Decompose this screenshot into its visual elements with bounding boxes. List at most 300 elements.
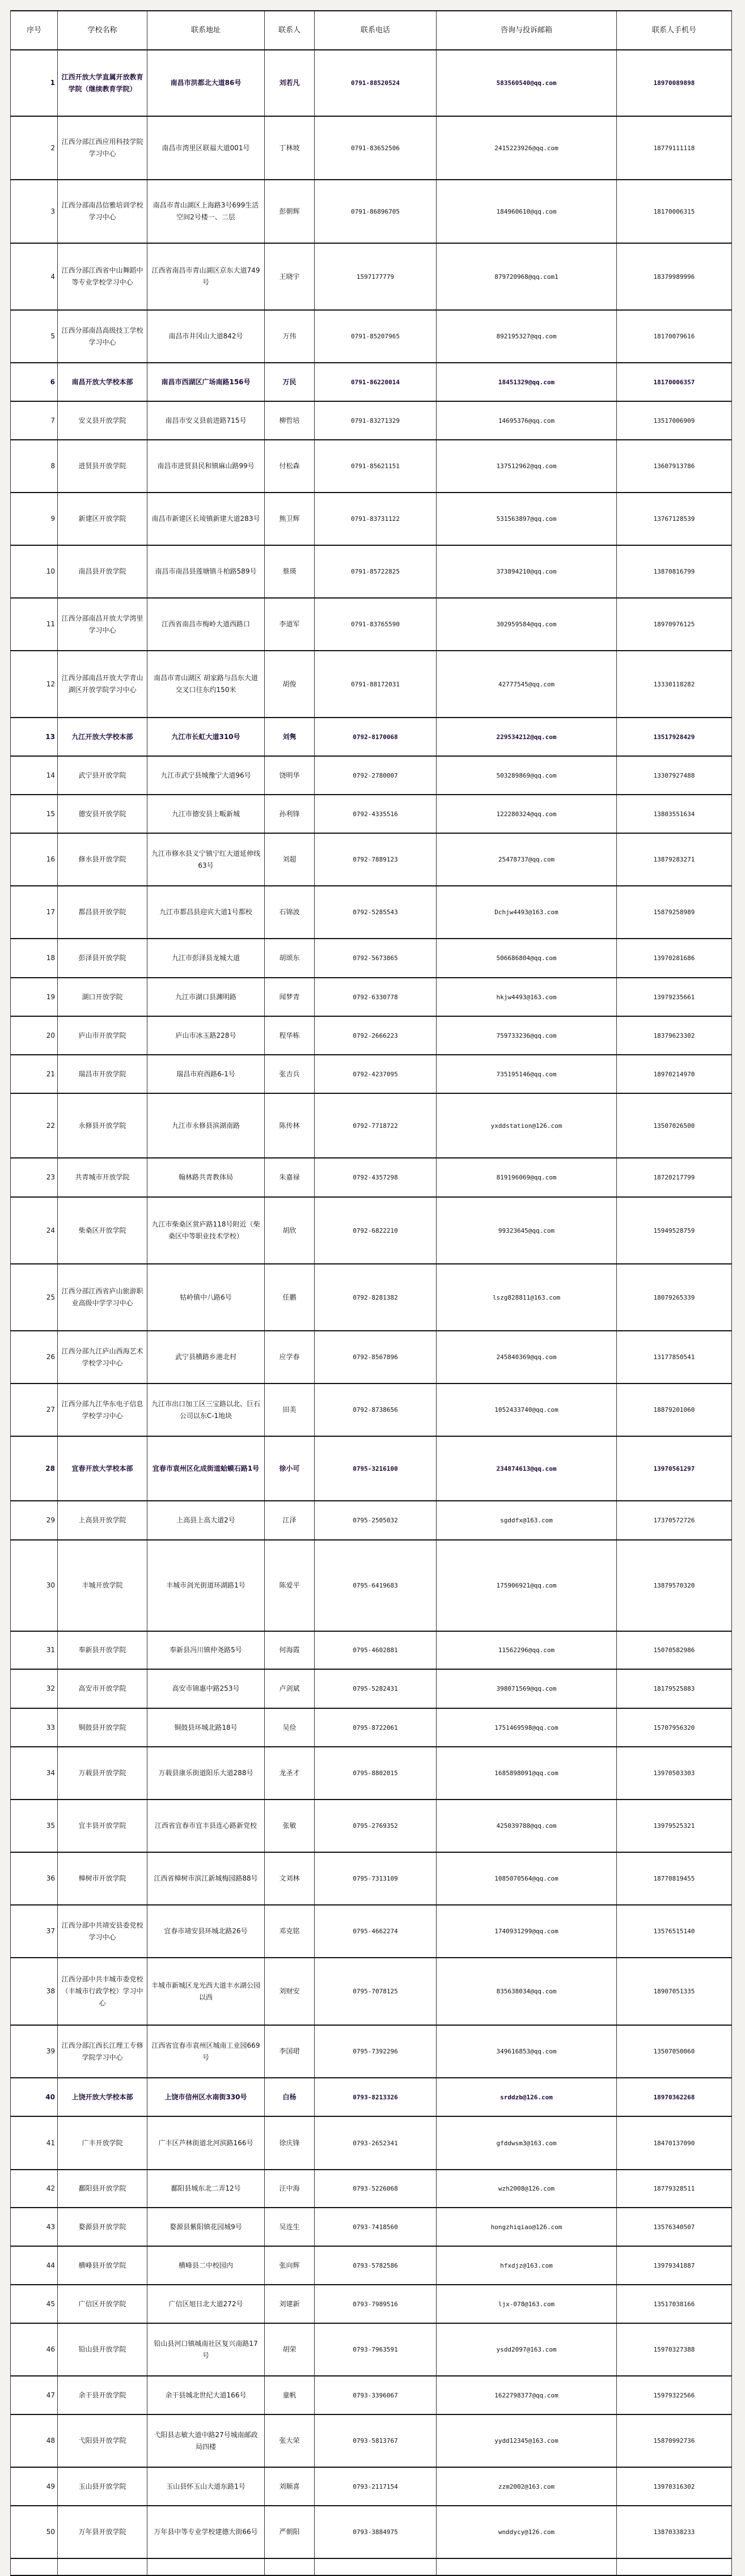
phone-cell: 0795-4662274 bbox=[315, 1905, 437, 1958]
header-row bbox=[11, 11, 732, 50]
address-cell: 江西省南昌市青山湖区京东大道749号 bbox=[147, 243, 265, 310]
contact-person-cell: 李国珺 bbox=[265, 2025, 315, 2078]
serial-cell: 6 bbox=[11, 363, 58, 401]
serial-cell: 15 bbox=[11, 795, 58, 833]
school-name-cell: 江西分部中共丰城市委党校（丰城市行政学校）学习中心 bbox=[58, 1958, 147, 2025]
phone-cell: 0795-2505032 bbox=[315, 1501, 437, 1540]
phone-cell: 0792-4357298 bbox=[315, 1158, 437, 1197]
address-cell: 武宁县横路乡港北村 bbox=[147, 1331, 265, 1384]
table-row bbox=[11, 1852, 732, 1905]
serial-cell: 50 bbox=[11, 2506, 58, 2558]
mobile-cell: 13507050060 bbox=[617, 2025, 732, 2078]
mobile-cell: 15970327388 bbox=[617, 2323, 732, 2376]
address-cell: 九江市彭泽县龙城大道 bbox=[147, 939, 265, 978]
header-phone: 联系电话 bbox=[315, 11, 437, 50]
email-cell: sgddfx@163.com bbox=[437, 1501, 617, 1540]
school-name-cell: 横峰县开放学院 bbox=[58, 2246, 147, 2285]
contact-person-cell: 严朝阳 bbox=[265, 2506, 315, 2558]
mobile-cell: 13970503303 bbox=[617, 1747, 732, 1800]
contact-person-cell: 丁林坡 bbox=[265, 116, 315, 180]
mobile-cell: 13517006909 bbox=[617, 401, 732, 440]
table-row bbox=[11, 1501, 732, 1540]
address-cell: 南昌市南昌县莲塘镇斗柏路589号 bbox=[147, 545, 265, 598]
email-cell: ljx-078@163.com bbox=[437, 2285, 617, 2323]
serial-cell: 29 bbox=[11, 1501, 58, 1540]
phone-cell: 0791-88520524 bbox=[315, 50, 437, 116]
serial-cell: 34 bbox=[11, 1747, 58, 1800]
school-name-cell: 江西分部九江庐山西海艺术学校学习中心 bbox=[58, 1331, 147, 1384]
address-cell: 南昌市西湖区广场南路156号 bbox=[147, 363, 265, 401]
serial-cell: 48 bbox=[11, 2414, 58, 2467]
serial-cell: 37 bbox=[11, 1905, 58, 1958]
contact-person-cell: 胡俊 bbox=[265, 651, 315, 718]
serial-cell: 5 bbox=[11, 310, 58, 363]
mobile-cell: 18879201060 bbox=[617, 1384, 732, 1436]
empty-cell bbox=[437, 2558, 617, 2575]
contact-person-cell: 胡颂东 bbox=[265, 939, 315, 978]
address-cell: 九江市柴桑区赏庐路118号附近（柴桑区中等职业技术学校） bbox=[147, 1197, 265, 1264]
phone-cell: 0792-7718722 bbox=[315, 1093, 437, 1158]
mobile-cell: 15070582986 bbox=[617, 1631, 732, 1669]
serial-cell: 18 bbox=[11, 939, 58, 978]
contact-person-cell: 卢剑斌 bbox=[265, 1669, 315, 1708]
school-name-cell: 都昌县开放学院 bbox=[58, 886, 147, 939]
table-row bbox=[11, 1708, 732, 1747]
mobile-cell: 13307927488 bbox=[617, 756, 732, 795]
school-name-cell: 铜鼓县开放学院 bbox=[58, 1708, 147, 1747]
table-row bbox=[11, 2467, 732, 2506]
school-name-cell: 南昌县开放学院 bbox=[58, 545, 147, 598]
contact-person-cell: 徐小可 bbox=[265, 1436, 315, 1501]
table-row bbox=[11, 1958, 732, 2025]
phone-cell: 0793-2117154 bbox=[315, 2467, 437, 2506]
school-name-cell: 柴桑区开放学院 bbox=[58, 1197, 147, 1264]
phone-cell: 0792-8567896 bbox=[315, 1331, 437, 1384]
school-name-cell: 广信区开放学院 bbox=[58, 2285, 147, 2323]
mobile-cell: 18779328511 bbox=[617, 2170, 732, 2208]
mobile-cell: 18907051335 bbox=[617, 1958, 732, 2025]
email-cell: 819196069@qq.com bbox=[437, 1158, 617, 1197]
email-cell: 1740931299@qq.com bbox=[437, 1905, 617, 1958]
header-school-name: 学校名称 bbox=[58, 11, 147, 50]
contact-person-cell: 闻梦青 bbox=[265, 978, 315, 1016]
table-row bbox=[11, 50, 732, 116]
serial-cell: 4 bbox=[11, 243, 58, 310]
school-name-cell: 修水县开放学院 bbox=[58, 833, 147, 886]
address-cell: 江西省宜春市宜丰县连心路新党校 bbox=[147, 1800, 265, 1852]
contact-person-cell: 胡荣 bbox=[265, 2323, 315, 2376]
address-cell: 庐山市冰玉路228号 bbox=[147, 1016, 265, 1055]
address-cell: 九江市长虹大道310号 bbox=[147, 718, 265, 756]
phone-cell: 0791-85207965 bbox=[315, 310, 437, 363]
email-cell: 122280324@qq.com bbox=[437, 795, 617, 833]
table-row bbox=[11, 243, 732, 310]
serial-cell: 12 bbox=[11, 651, 58, 718]
phone-cell: 0791-85621151 bbox=[315, 440, 437, 493]
contact-person-cell: 朱嘉禄 bbox=[265, 1158, 315, 1197]
contact-person-cell: 彭朝辉 bbox=[265, 180, 315, 243]
mobile-cell: 17370572726 bbox=[617, 1501, 732, 1540]
address-cell: 南昌市进贤县民和镇麻山路99号 bbox=[147, 440, 265, 493]
table-row-partial bbox=[11, 2558, 732, 2575]
address-cell: 九江市德安县上畈新城 bbox=[147, 795, 265, 833]
address-cell: 余干县城北世纪大道166号 bbox=[147, 2376, 265, 2414]
table-row bbox=[11, 180, 732, 243]
contact-person-cell: 白杨 bbox=[265, 2078, 315, 2116]
phone-cell: 0792-4335516 bbox=[315, 795, 437, 833]
table-row bbox=[11, 1436, 732, 1501]
contact-person-cell: 王晓宇 bbox=[265, 243, 315, 310]
phone-cell: 0792-8170068 bbox=[315, 718, 437, 756]
mobile-cell: 13979525321 bbox=[617, 1800, 732, 1852]
address-cell: 广丰区芦林街道北河滨路166号 bbox=[147, 2116, 265, 2170]
mobile-cell: 13517038166 bbox=[617, 2285, 732, 2323]
table-row bbox=[11, 401, 732, 440]
address-cell: 瑞昌市府西路6-1号 bbox=[147, 1055, 265, 1093]
address-cell: 广信区旭日北大道272号 bbox=[147, 2285, 265, 2323]
table-row bbox=[11, 1905, 732, 1958]
serial-cell: 49 bbox=[11, 2467, 58, 2506]
serial-cell: 41 bbox=[11, 2116, 58, 2170]
address-cell: 宜春市靖安县环城北路26号 bbox=[147, 1905, 265, 1958]
mobile-cell: 18170079616 bbox=[617, 310, 732, 363]
mobile-cell: 13970281686 bbox=[617, 939, 732, 978]
serial-cell: 27 bbox=[11, 1384, 58, 1436]
phone-cell: 0792-8281382 bbox=[315, 1264, 437, 1331]
email-cell: 398071569@qq.com bbox=[437, 1669, 617, 1708]
serial-cell: 26 bbox=[11, 1331, 58, 1384]
school-name-cell: 共青城市开放学院 bbox=[58, 1158, 147, 1197]
table-row bbox=[11, 2116, 732, 2170]
table-row bbox=[11, 493, 732, 545]
school-name-cell: 彭泽县开放学院 bbox=[58, 939, 147, 978]
table-row bbox=[11, 545, 732, 598]
school-name-cell: 上高县开放学院 bbox=[58, 1501, 147, 1540]
email-cell: 425039788@qq.com bbox=[437, 1800, 617, 1852]
serial-cell: 20 bbox=[11, 1016, 58, 1055]
table-row bbox=[11, 1384, 732, 1436]
serial-cell: 47 bbox=[11, 2376, 58, 2414]
mobile-cell: 13870816799 bbox=[617, 545, 732, 598]
address-cell: 鄱阳县城东北二弄12号 bbox=[147, 2170, 265, 2208]
phone-cell: 0792-7889123 bbox=[315, 833, 437, 886]
mobile-cell: 18770819455 bbox=[617, 1852, 732, 1905]
header-contact-person: 联系人 bbox=[265, 11, 315, 50]
serial-cell: 8 bbox=[11, 440, 58, 493]
email-cell: hfxdjz@163.com bbox=[437, 2246, 617, 2285]
email-cell: 1685898091@qq.com bbox=[437, 1747, 617, 1800]
mobile-cell: 15949528759 bbox=[617, 1197, 732, 1264]
table-row bbox=[11, 795, 732, 833]
table-row bbox=[11, 2078, 732, 2116]
phone-cell: 0791-83271329 bbox=[315, 401, 437, 440]
address-cell: 牯岭镇中八路6号 bbox=[147, 1264, 265, 1331]
phone-cell: 0793-5813767 bbox=[315, 2414, 437, 2467]
contact-person-cell: 刘若凡 bbox=[265, 50, 315, 116]
contact-person-cell: 刘建新 bbox=[265, 2285, 315, 2323]
email-cell: 583560540@qq.com bbox=[437, 50, 617, 116]
serial-cell: 13 bbox=[11, 718, 58, 756]
school-name-cell: 万年县开放学院 bbox=[58, 2506, 147, 2558]
phone-cell: 0792-6822210 bbox=[315, 1197, 437, 1264]
table-row bbox=[11, 1055, 732, 1093]
school-name-cell: 九江开放大学校本部 bbox=[58, 718, 147, 756]
mobile-cell: 15870992736 bbox=[617, 2414, 732, 2467]
phone-cell: 0795-8802015 bbox=[315, 1747, 437, 1800]
address-cell: 横峰县二中校园内 bbox=[147, 2246, 265, 2285]
address-cell: 南昌市洪都北大道86号 bbox=[147, 50, 265, 116]
contact-person-cell: 江泽 bbox=[265, 1501, 315, 1540]
phone-cell: 0793-5782586 bbox=[315, 2246, 437, 2285]
address-cell: 高安市锦惠中路253号 bbox=[147, 1669, 265, 1708]
address-cell: 九江市武宁县城豫宁大道96号 bbox=[147, 756, 265, 795]
empty-cell bbox=[265, 2558, 315, 2575]
mobile-cell: 13879570320 bbox=[617, 1540, 732, 1631]
contact-person-cell: 蔡瑛 bbox=[265, 545, 315, 598]
school-name-cell: 江西分部江西应用科技学院学习中心 bbox=[58, 116, 147, 180]
school-name-cell: 江西分部九江华东电子信息学校学习中心 bbox=[58, 1384, 147, 1436]
school-name-cell: 广丰开放学院 bbox=[58, 2116, 147, 2170]
table-row bbox=[11, 2376, 732, 2414]
mobile-cell: 13979341887 bbox=[617, 2246, 732, 2285]
school-name-cell: 铅山县开放学院 bbox=[58, 2323, 147, 2376]
serial-cell: 7 bbox=[11, 401, 58, 440]
table-row bbox=[11, 939, 732, 978]
serial-cell: 44 bbox=[11, 2246, 58, 2285]
table-row bbox=[11, 718, 732, 756]
serial-cell: 32 bbox=[11, 1669, 58, 1708]
address-cell: 上饶市信州区水南街330号 bbox=[147, 2078, 265, 2116]
mobile-cell: 13979235661 bbox=[617, 978, 732, 1016]
mobile-cell: 18079265339 bbox=[617, 1264, 732, 1331]
phone-cell: 0792-4237095 bbox=[315, 1055, 437, 1093]
email-cell: 99323645@qq.com bbox=[437, 1197, 617, 1264]
email-cell: gfddwsm3@163.com bbox=[437, 2116, 617, 2170]
contact-person-cell: 刘顺喜 bbox=[265, 2467, 315, 2506]
phone-cell: 0792-5673865 bbox=[315, 939, 437, 978]
contact-person-cell: 吴俭 bbox=[265, 1708, 315, 1747]
serial-cell: 35 bbox=[11, 1800, 58, 1852]
address-cell: 铜鼓县环城北路18号 bbox=[147, 1708, 265, 1747]
mobile-cell: 15879258989 bbox=[617, 886, 732, 939]
phone-cell: 0795-7078125 bbox=[315, 1958, 437, 2025]
address-cell: 上高县上高大道2号 bbox=[147, 1501, 265, 1540]
contact-person-cell: 何海霞 bbox=[265, 1631, 315, 1669]
school-name-cell: 永修县开放学院 bbox=[58, 1093, 147, 1158]
mobile-cell: 18379989996 bbox=[617, 243, 732, 310]
table-row bbox=[11, 1540, 732, 1631]
table-row bbox=[11, 2506, 732, 2558]
school-name-cell: 江西分部南昌开放大学湾里学习中心 bbox=[58, 598, 147, 651]
contact-person-cell: 文刘林 bbox=[265, 1852, 315, 1905]
contact-person-cell: 汪中海 bbox=[265, 2170, 315, 2208]
serial-cell: 19 bbox=[11, 978, 58, 1016]
header-address: 联系地址 bbox=[147, 11, 265, 50]
serial-cell: 40 bbox=[11, 2078, 58, 2116]
address-cell: 九江市湖口县渊明路 bbox=[147, 978, 265, 1016]
contact-person-cell: 张吉兵 bbox=[265, 1055, 315, 1093]
contact-person-cell: 饶明华 bbox=[265, 756, 315, 795]
email-cell: srddzb@126.com bbox=[437, 2078, 617, 2116]
phone-cell: 0791-83731122 bbox=[315, 493, 437, 545]
email-cell: 835638034@qq.com bbox=[437, 1958, 617, 2025]
serial-cell: 36 bbox=[11, 1852, 58, 1905]
serial-cell: 17 bbox=[11, 886, 58, 939]
address-cell: 九江市都昌县迎宾大道1号都校 bbox=[147, 886, 265, 939]
mobile-cell: 18379623302 bbox=[617, 1016, 732, 1055]
table-row bbox=[11, 1800, 732, 1852]
phone-cell: 0795-5282431 bbox=[315, 1669, 437, 1708]
phone-cell: 0793-3396067 bbox=[315, 2376, 437, 2414]
phone-cell: 0792-2666223 bbox=[315, 1016, 437, 1055]
email-cell: wzh2008@126.com bbox=[437, 2170, 617, 2208]
email-cell: 531563897@qq.com bbox=[437, 493, 617, 545]
contact-person-cell: 胡欣 bbox=[265, 1197, 315, 1264]
table-row bbox=[11, 1158, 732, 1197]
email-cell: yxddstation@126.com bbox=[437, 1093, 617, 1158]
school-name-cell: 万载县开放学院 bbox=[58, 1747, 147, 1800]
phone-cell: 0793-5226068 bbox=[315, 2170, 437, 2208]
serial-cell: 9 bbox=[11, 493, 58, 545]
serial-cell: 21 bbox=[11, 1055, 58, 1093]
mobile-cell: 13330118282 bbox=[617, 651, 732, 718]
mobile-cell: 15707956320 bbox=[617, 1708, 732, 1747]
phone-cell: 1597177779 bbox=[315, 243, 437, 310]
mobile-cell: 13576340507 bbox=[617, 2208, 732, 2246]
address-cell: 江西省宜春市袁州区城南工业园669号 bbox=[147, 2025, 265, 2078]
contact-person-cell: 熊卫辉 bbox=[265, 493, 315, 545]
table-row bbox=[11, 833, 732, 886]
email-cell: yydd12345@163.com bbox=[437, 2414, 617, 2467]
email-cell: hkjw4493@163.com bbox=[437, 978, 617, 1016]
table-row bbox=[11, 2414, 732, 2467]
email-cell: lszg828811@163.com bbox=[437, 1264, 617, 1331]
table-row bbox=[11, 363, 732, 401]
table-row bbox=[11, 116, 732, 180]
school-name-cell: 进贤县开放学院 bbox=[58, 440, 147, 493]
address-cell: 万载县康乐街道阳乐大道288号 bbox=[147, 1747, 265, 1800]
table-row bbox=[11, 886, 732, 939]
mobile-cell: 13517928429 bbox=[617, 718, 732, 756]
serial-cell: 43 bbox=[11, 2208, 58, 2246]
serial-cell: 2 bbox=[11, 116, 58, 180]
serial-cell: 24 bbox=[11, 1197, 58, 1264]
table-row bbox=[11, 756, 732, 795]
mobile-cell: 13576515140 bbox=[617, 1905, 732, 1958]
serial-cell: 3 bbox=[11, 180, 58, 243]
contact-person-cell: 张大荣 bbox=[265, 2414, 315, 2467]
school-name-cell: 江西开放大学直属开放教育学院（继续教育学院） bbox=[58, 50, 147, 116]
phone-cell: 0793-8213326 bbox=[315, 2078, 437, 2116]
serial-cell: 39 bbox=[11, 2025, 58, 2078]
mobile-cell: 18720217799 bbox=[617, 1158, 732, 1197]
email-cell: 42777545@qq.com bbox=[437, 651, 617, 718]
mobile-cell: 13879283271 bbox=[617, 833, 732, 886]
address-cell: 宜春市袁州区化成街道蛤蟆石路1号 bbox=[147, 1436, 265, 1501]
email-cell: 759733236@qq.com bbox=[437, 1016, 617, 1055]
phone-cell: 0791-86220014 bbox=[315, 363, 437, 401]
email-cell: 503289869@qq.com bbox=[437, 756, 617, 795]
contact-person-cell: 张敏 bbox=[265, 1800, 315, 1852]
table-row bbox=[11, 2208, 732, 2246]
email-cell: 506686804@qq.com bbox=[437, 939, 617, 978]
school-name-cell: 高安市开放学院 bbox=[58, 1669, 147, 1708]
serial-cell: 33 bbox=[11, 1708, 58, 1747]
contact-person-cell: 付松森 bbox=[265, 440, 315, 493]
email-cell: 349616853@qq.com bbox=[437, 2025, 617, 2078]
address-cell: 南昌市青山湖区 胡家路与昌东大道交叉口往东约150米 bbox=[147, 651, 265, 718]
school-name-cell: 南昌开放大学校本部 bbox=[58, 363, 147, 401]
mobile-cell: 13803551634 bbox=[617, 795, 732, 833]
address-cell: 万年县中等专业学校建德大街66号 bbox=[147, 2506, 265, 2558]
contact-person-cell: 陈传林 bbox=[265, 1093, 315, 1158]
address-cell: 铅山县河口镇城南社区复兴南路17号 bbox=[147, 2323, 265, 2376]
contact-person-cell: 任鹏 bbox=[265, 1264, 315, 1331]
contact-person-cell: 李道军 bbox=[265, 598, 315, 651]
phone-cell: 0795-6419683 bbox=[315, 1540, 437, 1631]
address-cell: 江西省南昌市梅岭大道西路口 bbox=[147, 598, 265, 651]
serial-cell: 10 bbox=[11, 545, 58, 598]
table-row bbox=[11, 2323, 732, 2376]
contact-person-cell: 刘隽 bbox=[265, 718, 315, 756]
mobile-cell: 13970316302 bbox=[617, 2467, 732, 2506]
mobile-cell: 18970214970 bbox=[617, 1055, 732, 1093]
school-name-cell: 庐山市开放学院 bbox=[58, 1016, 147, 1055]
contact-person-cell: 张向辉 bbox=[265, 2246, 315, 2285]
address-cell: 江西省樟树市滨江新城梅园路88号 bbox=[147, 1852, 265, 1905]
serial-cell: 31 bbox=[11, 1631, 58, 1669]
contact-person-cell: 田美 bbox=[265, 1384, 315, 1436]
school-contact-table bbox=[10, 10, 732, 2576]
mobile-cell: 18170006357 bbox=[617, 363, 732, 401]
empty-cell bbox=[315, 2558, 437, 2575]
school-name-cell: 婺源县开放学院 bbox=[58, 2208, 147, 2246]
contact-person-cell: 石锦波 bbox=[265, 886, 315, 939]
contact-person-cell: 刘财安 bbox=[265, 1958, 315, 2025]
table-row bbox=[11, 1197, 732, 1264]
table-row bbox=[11, 598, 732, 651]
email-cell: 18451329@qq.com bbox=[437, 363, 617, 401]
contact-person-cell: 程华栋 bbox=[265, 1016, 315, 1055]
phone-cell: 0792-5285543 bbox=[315, 886, 437, 939]
phone-cell: 0791-85722825 bbox=[315, 545, 437, 598]
school-name-cell: 武宁县开放学院 bbox=[58, 756, 147, 795]
school-name-cell: 江西分部江西省中山舞蹈中等专业学校学习中心 bbox=[58, 243, 147, 310]
mobile-cell: 18970089898 bbox=[617, 50, 732, 116]
phone-cell: 0792-2780007 bbox=[315, 756, 437, 795]
serial-cell: 45 bbox=[11, 2285, 58, 2323]
phone-cell: 0793-7989516 bbox=[315, 2285, 437, 2323]
phone-cell: 0795-8722061 bbox=[315, 1708, 437, 1747]
contact-person-cell: 徐庆锋 bbox=[265, 2116, 315, 2170]
empty-cell bbox=[617, 2558, 732, 2575]
email-cell: 2415223926@qq.com bbox=[437, 116, 617, 180]
school-name-cell: 弋阳县开放学院 bbox=[58, 2414, 147, 2467]
table-row bbox=[11, 2170, 732, 2208]
table-row bbox=[11, 1093, 732, 1158]
phone-cell: 0795-7313109 bbox=[315, 1852, 437, 1905]
email-cell: 1622798377@qq.com bbox=[437, 2376, 617, 2414]
address-cell: 弋阳县志敏大道中路27号城南邮政局四楼 bbox=[147, 2414, 265, 2467]
phone-cell: 0795-4602881 bbox=[315, 1631, 437, 1669]
mobile-cell: 18970362268 bbox=[617, 2078, 732, 2116]
table-row bbox=[11, 1264, 732, 1331]
serial-cell: 1 bbox=[11, 50, 58, 116]
phone-cell: 0795-7392296 bbox=[315, 2025, 437, 2078]
contact-person-cell: 龙圣才 bbox=[265, 1747, 315, 1800]
email-cell: Dchjw4493@163.com bbox=[437, 886, 617, 939]
email-cell: 735195146@qq.com bbox=[437, 1055, 617, 1093]
